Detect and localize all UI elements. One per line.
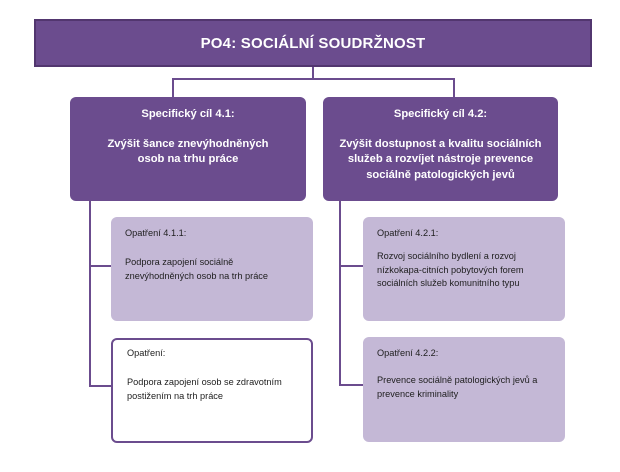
connector-to-goal-2: [453, 78, 455, 98]
connector-to-measure-4-1-1: [89, 265, 112, 267]
goal-label: Specifický cíl 4.1:: [141, 108, 235, 120]
measure-label: Opatření 4.1.1:: [125, 228, 187, 238]
measure-label: Opatření 4.2.2:: [377, 348, 439, 358]
connector-to-measure-4-2-1: [339, 265, 364, 267]
connector-to-goal-1: [172, 78, 174, 98]
goal-box-4-1: [70, 97, 306, 201]
measure-text: Podpora zapojení osob se zdravotním postižením na trh práce: [127, 377, 282, 401]
goal-box-4-2: [323, 97, 558, 201]
measure-label: Opatření:: [127, 348, 166, 358]
measure-box-4-2-1: [363, 217, 565, 321]
connector-goal-2-trunk: [339, 200, 341, 386]
measure-text: Rozvoj sociálního bydlení a rozvoj nízkokapa-citních pobytových forem sociálních služeb komunitního typu: [377, 251, 524, 289]
measure-box-4-2-2: [363, 337, 565, 442]
goal-text: Zvýšit šance znevýhodněných osob na trhu práce: [107, 137, 269, 166]
priority-title-box: [34, 19, 592, 67]
priority-title: PO4: SOCIÁLNÍ SOUDRŽNOST: [200, 34, 426, 52]
measure-text: Podpora zapojení sociálně znevýhodněných osob na trh práce: [125, 257, 269, 281]
connector-goal-1-trunk: [89, 200, 91, 387]
measure-text: Prevence sociálně patologických jevů a prevence kriminality: [377, 375, 538, 399]
measure-box-4-1-x: [111, 338, 313, 443]
goal-label: Specifický cíl 4.2:: [393, 108, 488, 120]
measure-label: Opatření 4.2.1:: [377, 228, 439, 238]
connector-to-measure-4-2-2: [339, 384, 364, 386]
connector-top-horizontal: [172, 78, 455, 80]
connector-to-measure-4-1-x: [89, 385, 112, 387]
goal-text: Zvýšit dostupnost a kvalitu sociálních služeb a rozvíjet nástroje prevence sociálně patologických jevů: [339, 137, 542, 182]
measure-box-4-1-1: [111, 217, 313, 321]
